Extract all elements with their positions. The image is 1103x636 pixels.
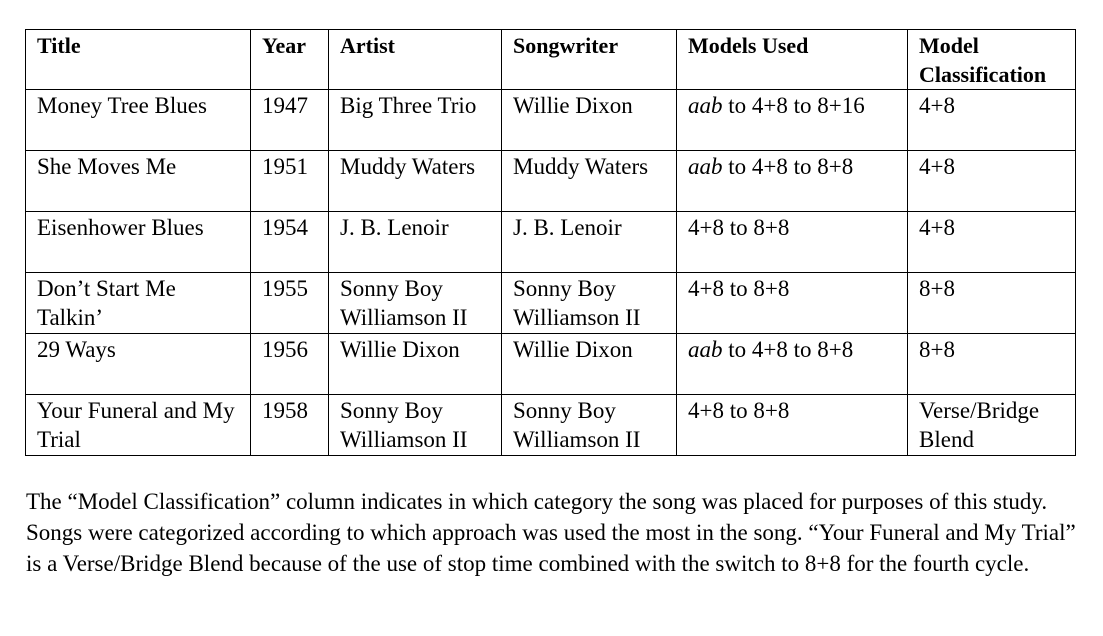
table-row: [26, 151, 1076, 212]
cell-artist: Sonny Boy Williamson II: [329, 395, 502, 456]
header-models-used: Models Used: [677, 30, 908, 90]
header-model-classification: Model Classification: [908, 30, 1076, 90]
cell-year: 1954: [251, 212, 329, 273]
table-row: [26, 395, 1076, 456]
cell-artist: Muddy Waters: [329, 151, 502, 212]
cell-title: 29 Ways: [26, 334, 251, 395]
models-italic: aab: [688, 93, 723, 118]
cell-artist: Big Three Trio: [329, 90, 502, 151]
cell-title: Money Tree Blues: [26, 90, 251, 151]
cell-songwriter: Willie Dixon: [502, 90, 677, 151]
cell-songwriter: Willie Dixon: [502, 334, 677, 395]
models-rest: 4+8 to 8+8: [688, 398, 790, 423]
models-rest: to 4+8 to 8+8: [722, 154, 854, 179]
models-rest: to 4+8 to 8+16: [722, 93, 865, 118]
cell-classification: 4+8: [908, 151, 1076, 212]
cell-models-used: [677, 273, 908, 334]
table-row: [26, 334, 1076, 395]
cell-classification: Verse/Bridge Blend: [908, 395, 1076, 456]
cell-models-used: [677, 151, 908, 212]
cell-classification: 8+8: [908, 273, 1076, 334]
models-rest: 4+8 to 8+8: [688, 276, 790, 301]
song-model-table: [25, 29, 1076, 456]
cell-artist: Sonny Boy Williamson II: [329, 273, 502, 334]
table-row: [26, 90, 1076, 151]
models-rest: 4+8 to 8+8: [688, 215, 790, 240]
cell-title: Don’t Start Me Talkin’: [26, 273, 251, 334]
cell-year: 1955: [251, 273, 329, 334]
cell-songwriter: Sonny Boy Williamson II: [502, 395, 677, 456]
models-rest: to 4+8 to 8+8: [722, 337, 854, 362]
cell-year: 1951: [251, 151, 329, 212]
cell-artist: Willie Dixon: [329, 334, 502, 395]
cell-title: She Moves Me: [26, 151, 251, 212]
cell-year: 1956: [251, 334, 329, 395]
cell-year: 1947: [251, 90, 329, 151]
models-italic: aab: [688, 337, 723, 362]
cell-models-used: [677, 334, 908, 395]
cell-year: 1958: [251, 395, 329, 456]
cell-classification: 4+8: [908, 90, 1076, 151]
header-title: Title: [26, 30, 251, 90]
header-year: Year: [251, 30, 329, 90]
table-header-row: [26, 30, 1076, 90]
cell-classification: 4+8: [908, 212, 1076, 273]
table-caption: The “Model Classification” column indicates in which category the song was placed for purposes of this study. Songs were categorized according to which approach was used the most in the song. “Your Funeral and My Trial” is a Verse/Bridge Blend because of the use of stop time combined with the switch to 8+8 for the fourth cycle.: [26, 489, 1076, 576]
cell-songwriter: J. B. Lenoir: [502, 212, 677, 273]
cell-classification: 8+8: [908, 334, 1076, 395]
cell-songwriter: Muddy Waters: [502, 151, 677, 212]
models-italic: aab: [688, 154, 723, 179]
header-artist: Artist: [329, 30, 502, 90]
cell-models-used: [677, 395, 908, 456]
table-row: [26, 273, 1076, 334]
cell-title: Your Funeral and My Trial: [26, 395, 251, 456]
cell-songwriter: Sonny Boy Williamson II: [502, 273, 677, 334]
cell-title: Eisenhower Blues: [26, 212, 251, 273]
header-songwriter: Songwriter: [502, 30, 677, 90]
cell-models-used: [677, 90, 908, 151]
cell-artist: J. B. Lenoir: [329, 212, 502, 273]
cell-models-used: [677, 212, 908, 273]
table-row: [26, 212, 1076, 273]
